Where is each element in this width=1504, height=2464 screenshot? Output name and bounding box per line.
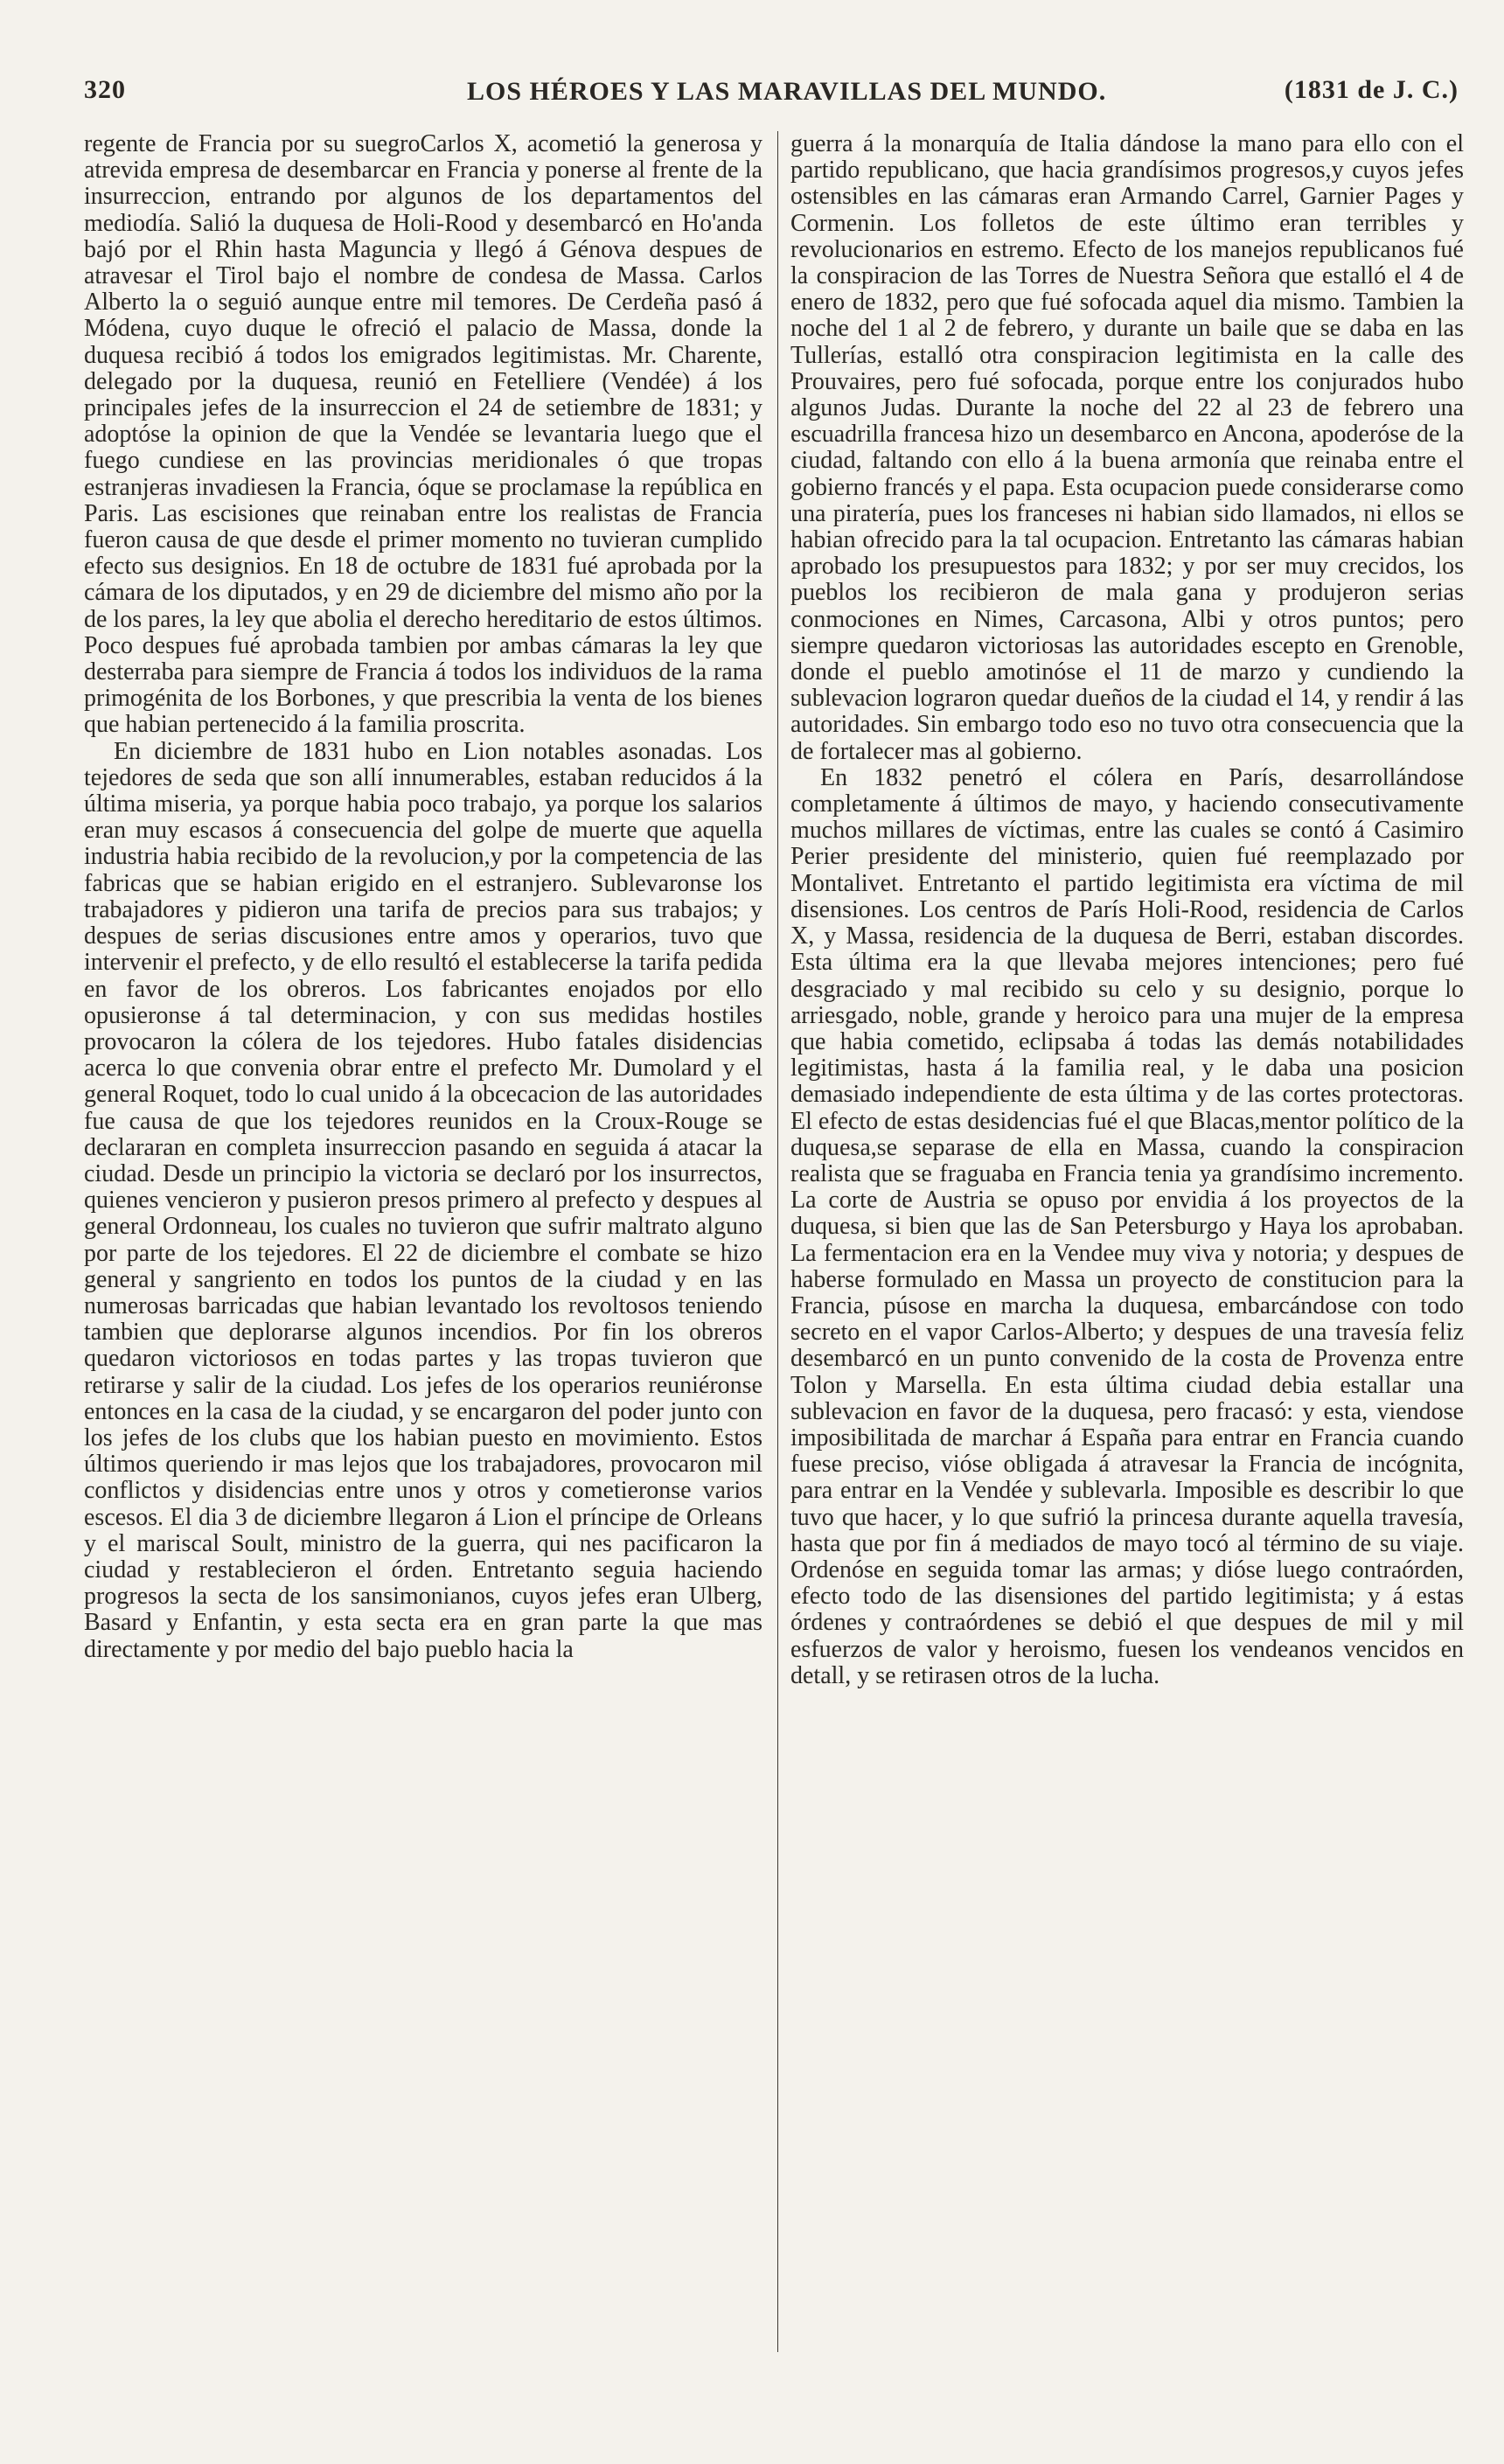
- column-divider: [777, 131, 778, 2352]
- paragraph: regente de Francia por su suegroCarlos X, acometió la generosa y atrevida empresa de desembarcar en Francia y ponerse al frente de la insurreccion, entrando por algunos de los departamentos del mediodía. Salió la duquesa de Holi-Rood y desembarcó en Ho'anda bajó por el Rhin hasta Maguncia y llegó á Génova despues de atravesar el Tirol bajo el nombre de condesa de Massa. Carlos Alberto la o seguió aunque entre mil temores. De Cerdeña pasó á Módena, cuyo duque le ofreció el palacio de Massa, donde la duquesa recibió á todos los emigrados legitimistas. Mr. Charente, delegado por la duquesa, reunió en Fetelliere (Vendée) á los principales jefes de la insurreccion el 24 de setiembre de 1831; y adoptóse la opinion de que la Vendée se levantaria luego que el fuego cundiese en las provincias meridionales ó que tropas estranjeras invadiesen la Francia, óque se proclamase la república en Paris. Las escisiones que reinaban entre los realistas de Francia fueron causa de que desde el primer momento no tuvieran cumplido efecto sus designios. En 18 de octubre de 1831 fué aprobada por la cámara de los diputados, y en 29 de diciembre del mismo año por la de los pares, la ley que abolia el derecho hereditario de estos últimos. Poco despues fué aprobada tambien por ambas cámaras la ley que desterraba para siempre de Francia á todos los individuos de la rama primogénita de los Borbones, y que prescribia la venta de los bienes que habian pertenecido á la familia proscrita.: [84, 130, 762, 739]
- paragraph: En diciembre de 1831 hubo en Lion notables asonadas. Los tejedores de seda que son allí innumerables, estaban reducidos á la última miseria, ya porque habia poco trabajo, ya porque los salarios eran muy escasos á consecuencia del golpe de muerte que aquella industria habia recibido de la revolucion,y por la competencia de las fabricas que se habian erigido en el estranjero. Sublevaronse los trabajadores y pidieron una tarifa de precios para sus trabajos; y despues de serias discusiones entre amos y operarios, tuvo que intervenir el prefecto, y de ello resultó el establecerse la tarifa pedida en favor de los obreros. Los fabricantes enojados por ello opusieronse á tal determinacion, y con sus medidas hostiles provocaron la cólera de los tejedores. Hubo fatales disidencias acerca lo que convenia obrar entre el prefecto Mr. Dumolard y el general Roquet, todo lo cual unido á la obcecacion de las autoridades fue causa de que los tejedores reunidos en la Croux-Rouge se declararan en completa insurreccion pasando en seguida á atacar la ciudad. Desde un principio la victoria se declaró por los insurrectos, quienes vencieron y pusieron presos primero al prefecto y despues al general Ordonneau, los cuales no tuvieron que sufrir maltrato alguno por parte de los tejedores. El 22 de diciembre el combate se hizo general y sangriento en todos los puntos de la ciudad y en las numerosas barricadas que habian levantado los revoltosos teniendo tambien que deplorarse algunos incendios. Por fin los obreros quedaron victoriosos en todas partes y las tropas tuvieron que retirarse y salir de la ciudad. Los jefes de los operarios reuniéronse entonces en la casa de la ciudad, y se encargaron del poder junto con los jefes de los clubs que los habian puesto en movimiento. Estos últimos queriendo ir mas lejos que los trabajadores, provocaron mil conflictos y disidencias entre unos y otros y cometieronse varios escesos. El dia 3 de diciembre llegaron á Lion el príncipe de Orleans y el mariscal Soult, ministro de la guerra, qui nes pacificaron la ciudad y restablecieron el órden. Entretanto seguia haciendo progresos la secta de los sansimonianos, cuyos jefes eran Ulberg, Basard y Enfantin, y esta secta era en gran parte la que mas directamente y por medio del bajo pueblo hacia la: [84, 737, 762, 1663]
- date-label: (1831 de J. C.): [1284, 75, 1459, 104]
- page-header: [84, 75, 1467, 114]
- paragraph: En 1832 penetró el cólera en París, desarrollándose completamente á últimos de mayo, y haciendo consecutivamente muchos millares de víctimas, entre las cuales se contó á Casimiro Perier presidente del ministerio, quien fué reemplazado por Montalivet. Entretanto el partido legitimista era víctima de mil disensiones. Los centros de París Holi-Rood, residencia de Carlos X, y Massa, residencia de la duquesa de Berri, estaban discordes. Esta última era la que llevaba mejores intenciones; pero fué desgraciado y mal recibido su celo y su designio, porque lo arriesgado, noble, grande y heroico para una mujer de la empresa que habia cometido, eclipsaba á todas las demás notabilidades legitimistas, hasta á la familia real, y le daba una posicion demasiado independiente de esta última y de las cortes protectoras. El efecto de estas desidencias fué el que Blacas,mentor político de la duquesa,se separase de ella en Massa, cuando la conspiracion realista que se fraguaba en Francia tenia ya grandísimo incremento. La corte de Austria se opuso por envidia á los proyectos de la duquesa, si bien que las de San Petersburgo y Haya los aprobaban. La fermentacion era en la Vendee muy viva y notoria; y despues de haberse formulado en Massa un proyecto de constitucion para la Francia, púsose en marcha la duquesa, embarcándose con todo secreto en el vapor Carlos-Alberto; y despues de una travesía feliz desembarcó en un punto convenido de la costa de Provenza entre Tolon y Marsella. En esta última ciudad debia estallar una sublevacion en favor de la duquesa, pero fracasó: y esta, viendose imposibilitada de marchar á España para entrar en Francia cuando fuese preciso, vióse obligada á atravesar la Francia de incógnita, para entrar en la Vendée y sublevarla. Imposible es describir lo que tuvo que hacer, y lo que sufrió la princesa durante aquella travesía, hasta que por fin á mediados de mayo tocó al término de su viaje. Ordenóse en seguida tomar las armas; y dióse luego contraórden, efecto todo de las disensiones del partido legitimista; y á estas órdenes y contraórdenes se debió el que despues de mil y mil esfuerzos de valor y heroismo, fuesen los vendeanos vencidos en detall, y se retirasen otros de la lucha.: [790, 763, 1464, 1689]
- page-number: 320: [84, 75, 126, 104]
- paragraph: guerra á la monarquía de Italia dándose la mano para ello con el partido republicano, que hacia grandísimos progresos,y cuyos jefes ostensibles en las cámaras eran Armando Carrel, Garnier Pages y Cormenin. Los folletos de este último eran terribles y revolucionarios en estremo. Efecto de los manejos republicanos fué la conspiracion de las Torres de Nuestra Señora que estalló el 4 de enero de 1832, pero que fué sofocada aquel dia mismo. Tambien la noche del 1 al 2 de febrero, y durante un baile que se daba en las Tullerías, estalló otra conspiracion legitimista en la calle des Prouvaires, pero fué sofocada, porque entre los conjurados hubo algunos Judas. Durante la noche del 22 al 23 de febrero una escuadrilla francesa hizo un desembarco en Ancona, apoderóse de la ciudad, faltando con ello á la buena armonía que reinaba entre el gobierno francés y el papa. Esta ocupacion puede considerarse como una piratería, pues los franceses ni habian sido llamados, ni ellos se habian ofrecido para la tal ocupacion. Entretanto las cámaras habian aprobado los presupuestos para 1832; y por ser muy crecidos, los pueblos los recibieron de mala gana y produjeron serias conmociones en Nimes, Carcasona, Albi y otros puntos; pero siempre quedaron victoriosas las autoridades escepto en Grenoble, donde el pueblo amotinóse el 11 de marzo y cundiendo la sublevacion lograron quedar dueños de la ciudad el 14, y rendir á las autoridades. Sin embargo todo eso no tuvo otra consecuencia que la de fortalecer mas al gobierno.: [790, 130, 1464, 765]
- right-column: [790, 131, 1464, 1689]
- running-title: LOS HÉROES Y LAS MARAVILLAS DEL MUNDO.: [467, 77, 1107, 106]
- left-column: [84, 131, 762, 1663]
